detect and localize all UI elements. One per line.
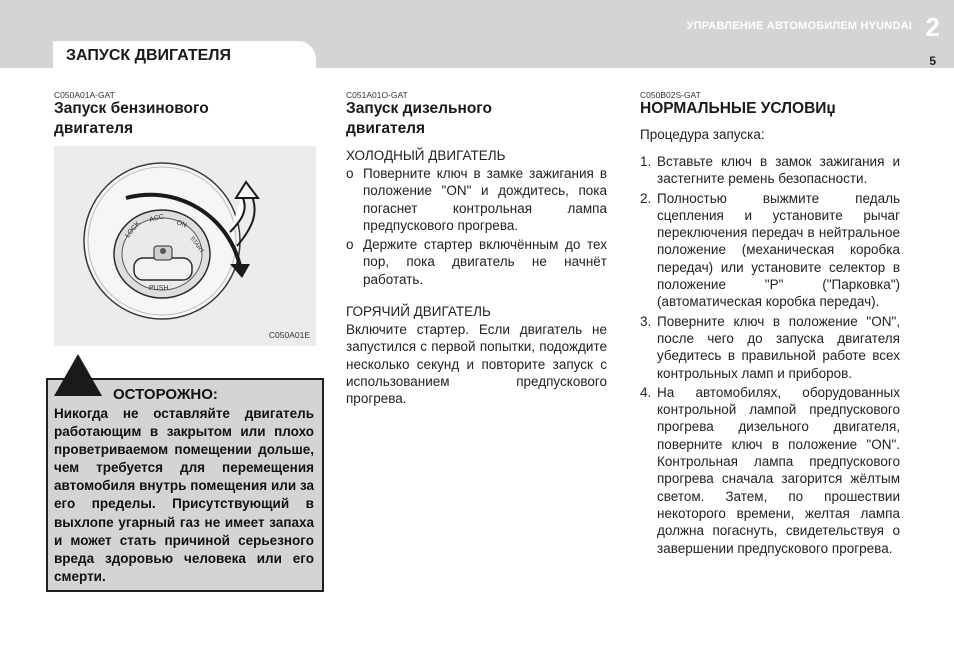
- label-acc: ACC: [148, 213, 165, 224]
- col3-heading: НОРМАЛЬНЫЕ УСЛОВИџ: [640, 100, 836, 117]
- label-lock: LOCK: [124, 220, 142, 240]
- cold-engine-list: [346, 165, 607, 288]
- col2-heading: [346, 99, 492, 139]
- col2-heading-line1: Запуск дизельного: [346, 100, 493, 117]
- list-item: [346, 236, 607, 288]
- col1-heading-line2: двигателя: [54, 120, 134, 137]
- section-title: ЗАПУСК ДВИГАТЕЛЯ: [66, 47, 232, 64]
- list-item: [640, 313, 900, 382]
- bullet-marker: о: [346, 166, 354, 181]
- col3-code: C050B02S-GAT: [640, 90, 701, 100]
- step-text: Полностью выжмите педаль сцепления и установите рычаг переключения передач в нейтральное положение (механическая коробка передач) или установите селектор в положение "P" ("Парковка") (автоматическая коробка передач).: [657, 190, 900, 310]
- col2-code: C051A01O-GAT: [346, 90, 408, 100]
- list-item: [640, 384, 900, 557]
- label-start: START: [188, 235, 205, 255]
- hot-engine-text: Включите стартер. Если двигатель не запустился с первой попытки, подождите несколько секунд и повторите запуск с использованием предпускового прогрева.: [346, 322, 607, 407]
- header-title: УПРАВЛЕНИЕ АВТОМОБИЛЕМ HYUNDAI: [686, 20, 912, 32]
- label-push: PUSH: [149, 285, 169, 292]
- step-number: 2.: [640, 190, 652, 206]
- step-number: 3.: [640, 313, 652, 329]
- label-on: ON: [175, 219, 188, 230]
- col3-intro: Процедура запуска:: [640, 127, 765, 142]
- col1-heading: [54, 99, 209, 139]
- list-item-text: Поверните ключ в замке зажигания в положение "ON" и дождитесь, пока погаснет контрольная лампа предпускового прогрева.: [363, 166, 607, 233]
- step-text: На автомобилях, оборудованных контрольной лампой предпускового прогрева дизельного двигателя, поверните ключ в положение "ON". Контрольная лампа предпускового прогрева сначала загорится жёлтым светом. Затем, по прошествии некоторого времени, желтая лампа должна погаснуть, свидетельствуя о завершении предпускового прогрева.: [657, 384, 900, 556]
- warning-icon: [54, 354, 102, 396]
- list-item: [640, 153, 900, 188]
- col2-heading-line2: двигателя: [346, 120, 426, 137]
- warning-title: ОСТОРОЖНО:: [113, 386, 218, 403]
- col1-heading-line1: Запуск бензинового: [54, 100, 209, 117]
- step-text: Поверните ключ в положение "ON", после чего до запуска двигателя убедитесь в правильной работе всех контрольных ламп и приборов.: [657, 313, 900, 381]
- cold-engine-title: ХОЛОДНЫЙ ДВИГАТЕЛЬ: [346, 148, 506, 163]
- step-text: Вставьте ключ в замок зажигания и застегните ремень безопасности.: [657, 154, 900, 187]
- list-item: [346, 165, 607, 234]
- figure-caption: C050A01E: [268, 330, 310, 340]
- warning-text: Никогда не оставляйте двигатель работающим в закрытом или плохо проветриваемом помещении дольше, чем требуется для перемещения автомобиля внутрь помещения или за его пределы. Присутствующий в выхлопе угарный газ не имеет запаха и может стать причиной серьезного вреда здоровью человека или его смерти.: [54, 406, 314, 584]
- chapter-number: 2: [925, 12, 940, 42]
- col1-code: C050A01A-GAT: [54, 90, 115, 100]
- hot-engine-title: ГОРЯЧИЙ ДВИГАТЕЛЬ: [346, 304, 491, 319]
- step-number: 1.: [640, 154, 652, 169]
- bullet-marker: о: [346, 237, 354, 253]
- start-procedure-list: [640, 153, 900, 557]
- page-number: 5: [929, 54, 936, 68]
- ignition-switch-illustration: [54, 146, 316, 346]
- list-item: [640, 190, 900, 311]
- ignition-figure: [54, 146, 316, 346]
- section-tab: [53, 41, 316, 70]
- list-item-text: Держите стартер включённым до тех пор, пока двигатель не начнёт работать.: [363, 237, 607, 287]
- step-number: 4.: [640, 384, 652, 400]
